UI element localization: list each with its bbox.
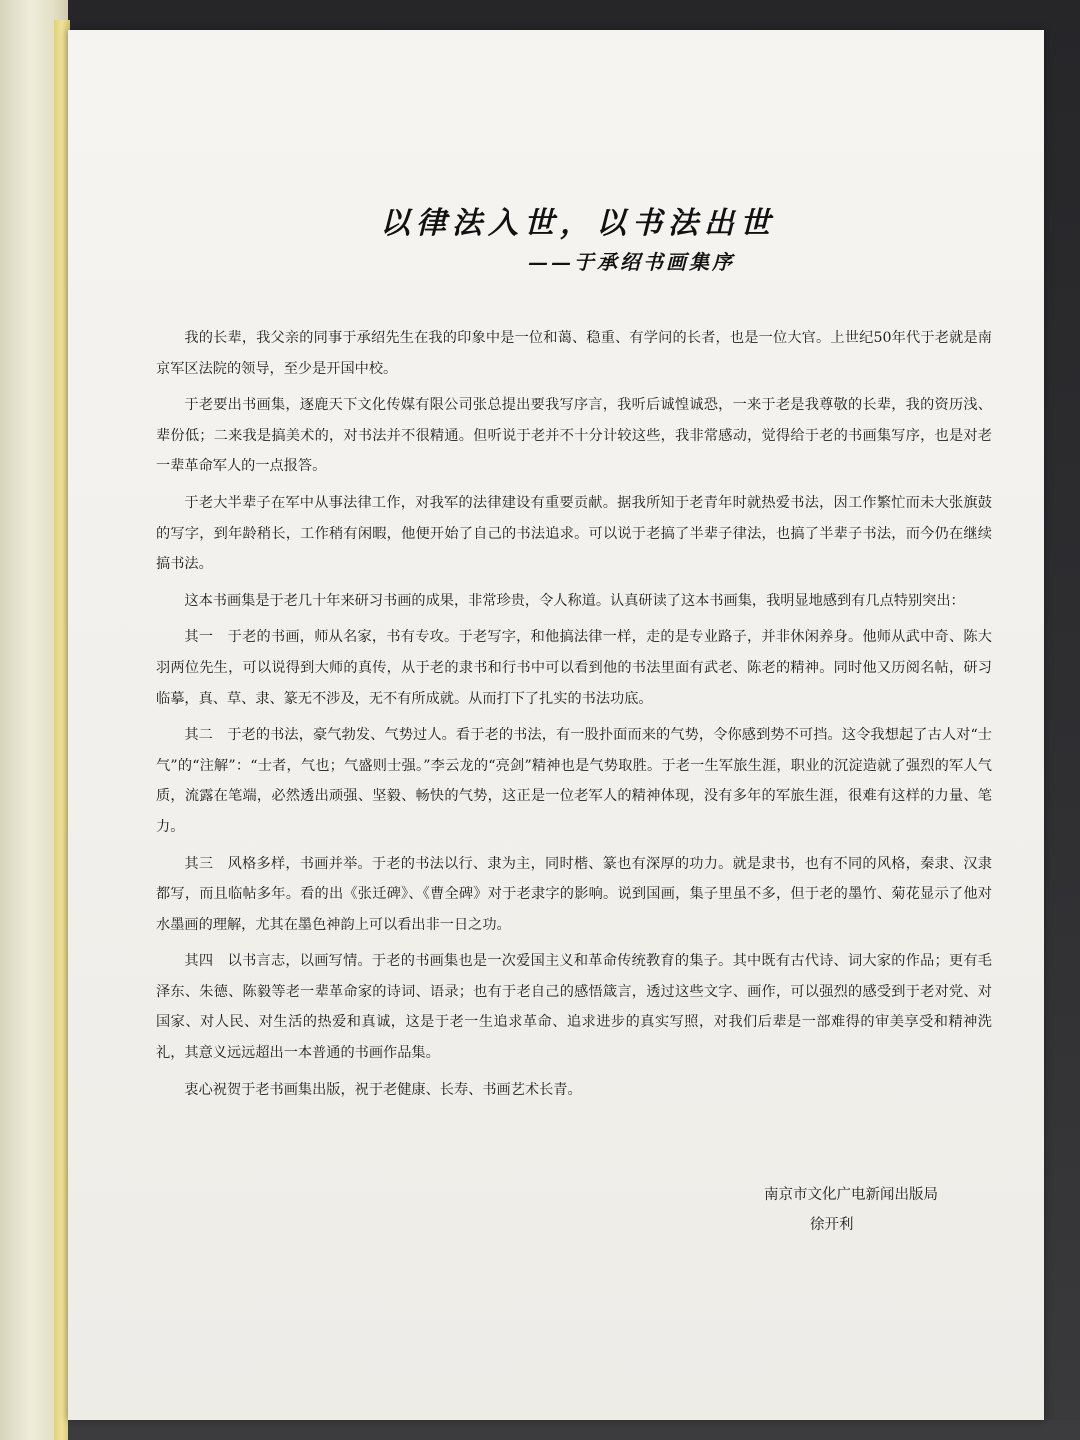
paragraph-7: 其三 风格多样，书画并举。于老的书法以行、隶为主，同时楷、篆也有深厚的功力。就是隶书，也有不同的风格，秦隶、汉隶都写，而且临帖多年。看的出《张迁碑》、《曹全碑》对于老隶字的影响。说到国画，集子里虽不多，但于老的墨竹、菊花显示了他对水墨画的理解，尤其在墨色神韵上可以看出非一日之功。	[156, 855, 992, 933]
book-page	[68, 30, 1044, 1420]
paragraph-1: 我的长辈，我父亲的同事于承绍先生在我的印象中是一位和蔼、稳重、有学问的长者，也是一位大官。上世纪50年代于老就是南京军区法院的领导，至少是开国中校。	[156, 330, 992, 377]
paragraph-4: 这本书画集是于老几十年来研习书画的成果，非常珍贵，令人称道。认真研读了这本书画集，我明显地感到有几点特别突出：	[184, 592, 965, 609]
signature-block	[668, 1180, 958, 1240]
paragraph-9: 衷心祝贺于老书画集出版，祝于老健康、长寿、书画艺术长青。	[184, 1081, 582, 1098]
paragraph-5: 其一 于老的书画，师从名家，书有专攻。于老写字，和他搞法律一样，走的是专业路子，并非休闲养身。他师从武中奇、陈大羽两位先生，可以说得到大师的真传，从于老的隶书和行书中可以看到他的书法里面有武老、陈老的精神。同时他又历阅名帖，研习临摹，真、草、隶、篆无不涉及，无不有所成就。从而打下了扎实的书法功底。	[156, 629, 992, 707]
page-subtitle: ——于承绍书画集序	[528, 250, 735, 274]
signature-organization: 南京市文化广电新闻出版局	[764, 1187, 938, 1203]
paragraph-2: 于老要出书画集，逐鹿天下文化传媒有限公司张总提出要我写序言，我听后诚惶诚恐，一来于老是我尊敬的长辈，我的资历浅、辈份低；二来我是搞美术的，对书法并不很精通。但听说于老并不十分计较这些，我非常感动，觉得给于老的书画集写序，也是对老一辈革命军人的一点报答。	[156, 397, 992, 475]
paragraph-8: 其四 以书言志，以画写情。于老的书画集也是一次爱国主义和革命传统教育的集子。其中既有古代诗、词大家的作品；更有毛泽东、朱德、陈毅等老一辈革命家的诗词、语录；也有于老自己的感悟箴言，透过这些文字、画作，可以强烈的感受到于老对党、对国家、对人民、对生活的热爱和真诚，这是于老一生追求革命、追求进步的真实写照，对我们后辈是一部难得的审美享受和精神洗礼，其意义远远超出一本普通的书画作品集。	[156, 953, 992, 1062]
paragraph-6: 其二 于老的书法，豪气勃发、气势过人。看于老的书法，有一股扑面而来的气势，令你感到势不可挡。这令我想起了古人对“士气”的“注解”：“士者，气也；气盛则士强。”李云龙的“亮剑”精神也是气势取胜。于老一生军旅生涯，职业的沉淀造就了强烈的军人气质，流露在笔端，必然透出顽强、坚毅、畅快的气势，这正是一位老军人的精神体现，没有多年的军旅生涯，很难有这样的力量、笔力。	[156, 727, 992, 835]
paragraph-3: 于老大半辈子在军中从事法律工作，对我军的法律建设有重要贡献。据我所知于老青年时就热爱书法，因工作繁忙而未大张旗鼓的写字，到年龄稍长，工作稍有闲暇，他便开始了自己的书法追求。可以说于老搞了半辈子律法，也搞了半辈子书法，而今仍在继续搞书法。	[156, 494, 992, 573]
page-title: 以律法入世，以书法出世	[380, 206, 776, 241]
signature-name: 徐开利	[810, 1217, 854, 1233]
table-surface	[68, 1420, 1080, 1440]
preface-body	[156, 323, 992, 1111]
